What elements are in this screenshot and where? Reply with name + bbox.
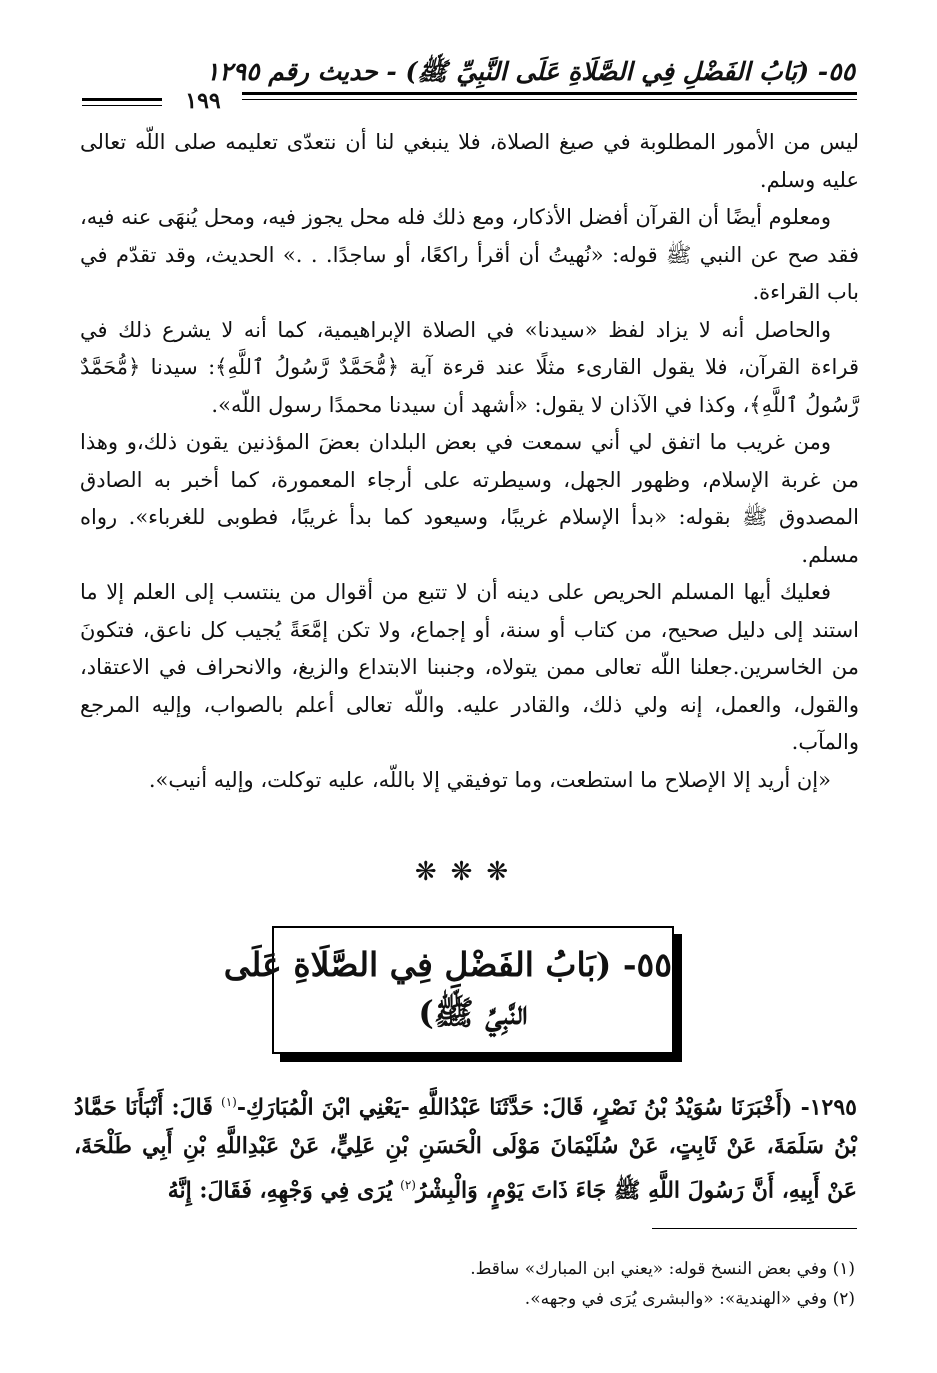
header-rule-left	[82, 98, 162, 101]
commentary-body	[80, 124, 859, 799]
header-rule-right	[242, 92, 857, 95]
hadith-part: قَالَ: أَنْبَأَنَا حَمَّادُ بْنُ سَلَمَةَ، عَنْ ثَابِتٍ، عَنْ سُلَيْمَانَ مَوْلَى الْحَسَنِ بْنِ عَلِيٍّ، عَنْ عَبْدِاللَّهِ بْنِ أَبِي طَلْحَةَ، عَنْ أَبِيهِ، أَنَّ رَسُولَ اللَّهِ ﷺ جَاءَ ذَاتَ يَوْمٍ، وَالْبِشْرُ	[74, 1094, 857, 1204]
footnotes	[300, 1254, 855, 1314]
chapter-title-line1: ٥٥- (بَابُ الفَضْلِ فِي الصَّلَاةِ عَلَى	[223, 945, 672, 984]
hadith-paragraph	[74, 1083, 857, 1211]
footnote: (٢) وفي «الهندية»: «والبشرى يُرَى في وجهه».	[524, 1289, 855, 1309]
paragraph: والحاصل أنه لا يزاد لفظ «سيدنا» في الصلاة الإبراهيمية، كما أنه لا يشرع ذلك في قراءة القرآن، فلا يقول القارىء مثلًا عند قرءة آية ﴿مُّحَمَّدٌ رَّسُولُ ٱللَّهِ﴾: سيدنا ﴿مُّحَمَّدٌ رَّسُولُ ٱللَّهِ﴾، وكذا في الآذان لا يقول: «أشهد أن سيدنا محمدًا رسول اللّه».	[80, 317, 859, 417]
paragraph: ومن غريب ما اتفق لي أني سمعت في بعض البلدان بعضَ المؤذنين يقون ذلك،و وهذا من غربة الإسلام، وظهور الجهل، وسيطرته على أرجاء المعمورة، كما أخبر به الصادق المصدوق ﷺ بقوله: «بدأ الإسلام غريبًا، وسيعود كما بدأ غريبًا، فطوبى للغرباء». رواه مسلم.	[80, 430, 859, 567]
footnote-marker: (٢)	[400, 1178, 416, 1193]
page-number: ١٩٩	[185, 88, 221, 114]
paragraph: ومعلوم أيضًا أن القرآن أفضل الأذكار، ومع ذلك فله محل يجوز فيه، ومحل يُنهَى عنه فيه، فقد صح عن النبي ﷺ قوله: «نُهيتُ أن أقرأ راكعًا، أو ساجدًا. . .» الحديث، وقد تقدّم في باب القراءة.	[80, 205, 859, 304]
hadith-text	[74, 1083, 857, 1211]
chapter-heading-box	[223, 926, 674, 1054]
section-ornament: ❋❋❋	[414, 857, 523, 887]
footnote-separator	[652, 1228, 857, 1229]
chapter-title-line2: النَّبِيِّ ﷺ)	[418, 993, 528, 1032]
footnote: (١) وفي بعض النسخ قوله: «يعني ابن المبارك» ساقط.	[470, 1259, 855, 1279]
hadith-part: ١٢٩٥- (أَخْبَرَنَا سُوَيْدُ بْنُ نَصْرٍ، قَالَ: حَدَّثَنَا عَبْدُاللَّهِ -يَعْنِي ابْنَ الْمُبَارَكِ-	[236, 1094, 857, 1121]
hadith-part: يُرَى فِي وَجْهِهِ، فَقَالَ: إِنَّهُ	[167, 1177, 393, 1204]
paragraph: «إن أريد إلا الإصلاح ما استطعت، وما توفيقي إلا باللّه، عليه توكلت، وإليه أنيب».	[148, 767, 831, 792]
paragraph: ليس من الأمور المطلوبة في صيغ الصلاة، فلا ينبغي لنا أن نتعدّى تعليمه صلى اللّه تعالى عليه وسلم.	[80, 130, 859, 192]
paragraph: فعليك أيها المسلم الحريص على دينه أن لا تتبع من أقوال من ينتسب إلى العلم إلا ما استند إلى دليل صحيح، من كتاب أو سنة، أو إجماع، ولا تكن إمَّعَةً يُجيب كل ناعق، فتكونَ من الخاسرين.جعلنا اللّه تعالى ممن يتولاه، وجنبنا الابتداع والزيغ، والانحراف في الاعتقاد، والقول، والعمل، إنه ولي ذلك، والقادر عليه. واللّه تعالى أعلم بالصواب، وإليه المرجع والمآب.	[80, 580, 859, 754]
footnote-marker: (١)	[221, 1095, 237, 1109]
running-head: ٥٥- (بَابُ الفَضْلِ فِي الصَّلَاةِ عَلَى النَّبِيِّ ﷺ) - حديث رقم ١٢٩٥	[205, 57, 855, 86]
